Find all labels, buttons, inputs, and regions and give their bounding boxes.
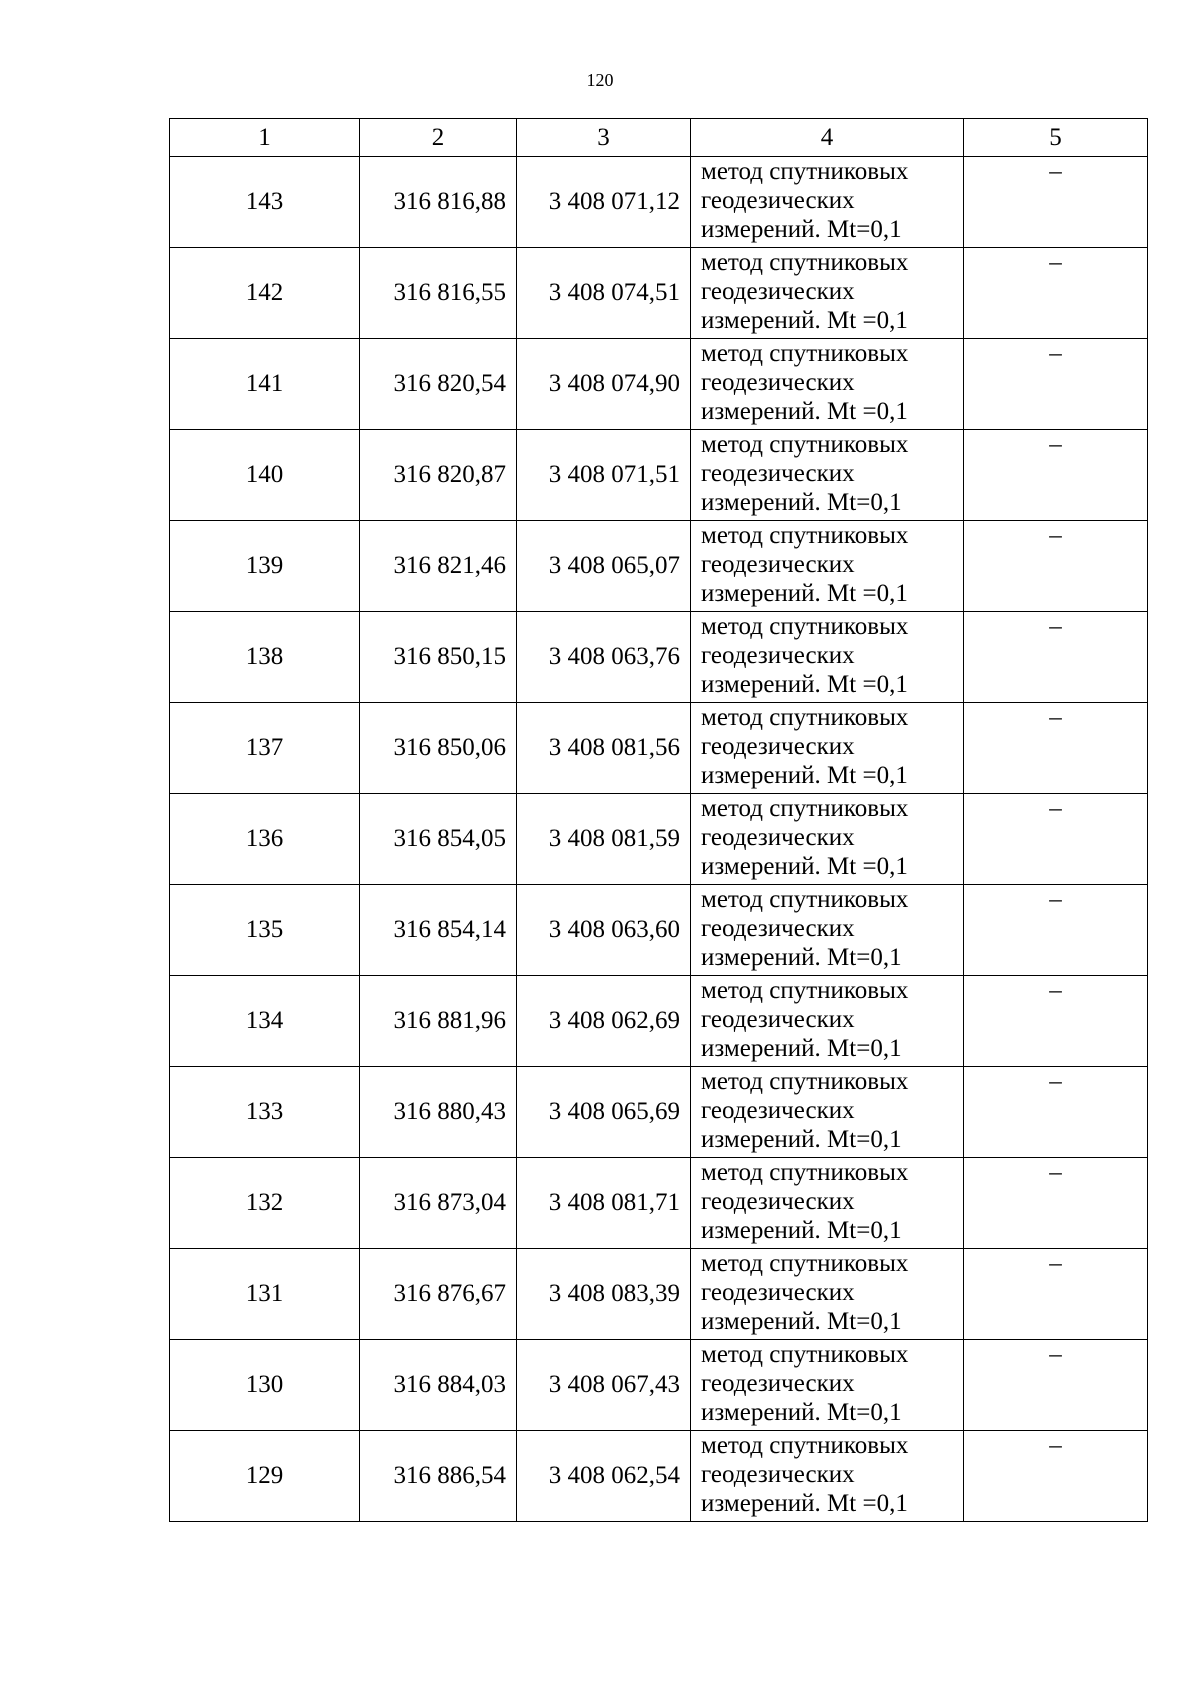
method-text-line: измерений. Mt =0,1 — [701, 398, 908, 425]
table-row — [170, 1158, 1148, 1249]
coordinate-x-cell: 316 816,55 — [360, 248, 517, 339]
method-text-line: метод спутниковых — [701, 522, 909, 549]
column-5-cell: – — [964, 1249, 1148, 1340]
method-text-line: измерений. Mt =0,1 — [701, 307, 908, 334]
coordinate-y-cell: 3 408 081,56 — [517, 703, 691, 794]
method-cell — [691, 1067, 964, 1158]
method-text-line: метод спутниковых — [701, 1068, 909, 1095]
method-text-line: геодезических — [701, 1279, 855, 1306]
table-row — [170, 1067, 1148, 1158]
coordinate-y-cell: 3 408 063,60 — [517, 885, 691, 976]
coordinate-x-cell: 316 886,54 — [360, 1431, 517, 1522]
coordinates-table — [169, 118, 1148, 1522]
table-row — [170, 248, 1148, 339]
column-header-2: 2 — [360, 119, 517, 157]
method-text-line: геодезических — [701, 824, 855, 851]
method-text-line: метод спутниковых — [701, 1432, 909, 1459]
coordinate-x-cell: 316 876,67 — [360, 1249, 517, 1340]
method-cell — [691, 612, 964, 703]
coordinate-y-cell: 3 408 081,71 — [517, 1158, 691, 1249]
coordinate-y-cell: 3 408 063,76 — [517, 612, 691, 703]
coordinate-y-cell: 3 408 067,43 — [517, 1340, 691, 1431]
point-number-cell: 136 — [170, 794, 360, 885]
table-row — [170, 1249, 1148, 1340]
method-text-line: геодезических — [701, 278, 855, 305]
method-text-line: геодезических — [701, 460, 855, 487]
table-row — [170, 976, 1148, 1067]
table-row — [170, 703, 1148, 794]
method-cell — [691, 976, 964, 1067]
method-text-line: метод спутниковых — [701, 704, 909, 731]
column-5-cell: – — [964, 157, 1148, 248]
coordinate-y-cell: 3 408 071,12 — [517, 157, 691, 248]
coordinate-y-cell: 3 408 081,59 — [517, 794, 691, 885]
column-5-cell: – — [964, 1340, 1148, 1431]
table-row — [170, 794, 1148, 885]
coordinate-y-cell: 3 408 065,07 — [517, 521, 691, 612]
table-row — [170, 339, 1148, 430]
column-5-cell: – — [964, 1158, 1148, 1249]
table-row — [170, 1431, 1148, 1522]
method-text-line: измерений. Mt =0,1 — [701, 762, 908, 789]
column-5-cell: – — [964, 339, 1148, 430]
method-text-line: метод спутниковых — [701, 431, 909, 458]
column-5-cell: – — [964, 794, 1148, 885]
point-number-cell: 129 — [170, 1431, 360, 1522]
method-text-line: измерений. Mt =0,1 — [701, 671, 908, 698]
table-header-row — [170, 119, 1148, 157]
method-cell — [691, 430, 964, 521]
point-number-cell: 135 — [170, 885, 360, 976]
coordinate-x-cell: 316 821,46 — [360, 521, 517, 612]
column-5-cell: – — [964, 612, 1148, 703]
column-header-1: 1 — [170, 119, 360, 157]
column-header-4: 4 — [691, 119, 964, 157]
table-row — [170, 157, 1148, 248]
point-number-cell: 130 — [170, 1340, 360, 1431]
point-number-cell: 139 — [170, 521, 360, 612]
point-number-cell: 142 — [170, 248, 360, 339]
method-text-line: метод спутниковых — [701, 977, 909, 1004]
method-text-line: метод спутниковых — [701, 886, 909, 913]
method-cell — [691, 157, 964, 248]
method-text-line: метод спутниковых — [701, 1159, 909, 1186]
coordinate-x-cell: 316 854,05 — [360, 794, 517, 885]
column-header-5: 5 — [964, 119, 1148, 157]
coordinate-x-cell: 316 850,15 — [360, 612, 517, 703]
method-text-line: геодезических — [701, 642, 855, 669]
point-number-cell: 131 — [170, 1249, 360, 1340]
method-text-line: измерений. Mt =0,1 — [701, 580, 908, 607]
column-5-cell: – — [964, 1431, 1148, 1522]
coordinate-x-cell: 316 881,96 — [360, 976, 517, 1067]
column-5-cell: – — [964, 1067, 1148, 1158]
method-text-line: измерений. Mt=0,1 — [701, 1399, 902, 1426]
method-cell — [691, 1340, 964, 1431]
method-text-line: геодезических — [701, 1006, 855, 1033]
coordinate-y-cell: 3 408 062,69 — [517, 976, 691, 1067]
coordinate-x-cell: 316 850,06 — [360, 703, 517, 794]
method-text-line: измерений. Mt=0,1 — [701, 1126, 902, 1153]
method-text-line: геодезических — [701, 1188, 855, 1215]
column-5-cell: – — [964, 430, 1148, 521]
method-text-line: метод спутниковых — [701, 1250, 909, 1277]
method-cell — [691, 1431, 964, 1522]
method-text-line: измерений. Mt=0,1 — [701, 1035, 902, 1062]
coordinate-y-cell: 3 408 074,51 — [517, 248, 691, 339]
point-number-cell: 143 — [170, 157, 360, 248]
column-5-cell: – — [964, 703, 1148, 794]
method-cell — [691, 521, 964, 612]
table-row — [170, 430, 1148, 521]
point-number-cell: 134 — [170, 976, 360, 1067]
method-text-line: измерений. Mt=0,1 — [701, 944, 902, 971]
coordinate-y-cell: 3 408 083,39 — [517, 1249, 691, 1340]
table-row — [170, 612, 1148, 703]
method-text-line: метод спутниковых — [701, 158, 909, 185]
coordinate-x-cell: 316 880,43 — [360, 1067, 517, 1158]
method-cell — [691, 1158, 964, 1249]
coordinate-x-cell: 316 816,88 — [360, 157, 517, 248]
method-text-line: геодезических — [701, 551, 855, 578]
point-number-cell: 141 — [170, 339, 360, 430]
method-text-line: метод спутниковых — [701, 1341, 909, 1368]
method-text-line: метод спутниковых — [701, 795, 909, 822]
method-text-line: метод спутниковых — [701, 249, 909, 276]
method-cell — [691, 1249, 964, 1340]
table-body — [170, 157, 1148, 1522]
method-text-line: метод спутниковых — [701, 340, 909, 367]
method-text-line: измерений. Mt=0,1 — [701, 1217, 902, 1244]
coordinate-y-cell: 3 408 074,90 — [517, 339, 691, 430]
table-row — [170, 885, 1148, 976]
table-row — [170, 1340, 1148, 1431]
method-text-line: измерений. Mt =0,1 — [701, 1490, 908, 1517]
method-cell — [691, 703, 964, 794]
coordinate-x-cell: 316 820,54 — [360, 339, 517, 430]
point-number-cell: 133 — [170, 1067, 360, 1158]
method-cell — [691, 248, 964, 339]
point-number-cell: 138 — [170, 612, 360, 703]
coordinate-x-cell: 316 873,04 — [360, 1158, 517, 1249]
coordinate-y-cell: 3 408 071,51 — [517, 430, 691, 521]
point-number-cell: 137 — [170, 703, 360, 794]
method-text-line: измерений. Mt=0,1 — [701, 489, 902, 516]
method-cell — [691, 339, 964, 430]
method-text-line: геодезических — [701, 915, 855, 942]
page-number: 120 — [586, 70, 614, 90]
column-5-cell: – — [964, 885, 1148, 976]
method-text-line: измерений. Mt=0,1 — [701, 1308, 902, 1335]
method-cell — [691, 885, 964, 976]
column-5-cell: – — [964, 521, 1148, 612]
method-text-line: геодезических — [701, 1461, 855, 1488]
column-5-cell: – — [964, 248, 1148, 339]
method-text-line: геодезических — [701, 733, 855, 760]
method-text-line: измерений. Mt =0,1 — [701, 853, 908, 880]
method-text-line: геодезических — [701, 369, 855, 396]
column-5-cell: – — [964, 976, 1148, 1067]
method-text-line: геодезических — [701, 187, 855, 214]
method-cell — [691, 794, 964, 885]
method-text-line: метод спутниковых — [701, 613, 909, 640]
method-text-line: геодезических — [701, 1370, 855, 1397]
method-text-line: геодезических — [701, 1097, 855, 1124]
coordinate-x-cell: 316 854,14 — [360, 885, 517, 976]
coordinate-x-cell: 316 820,87 — [360, 430, 517, 521]
table-row — [170, 521, 1148, 612]
coordinate-y-cell: 3 408 062,54 — [517, 1431, 691, 1522]
point-number-cell: 132 — [170, 1158, 360, 1249]
point-number-cell: 140 — [170, 430, 360, 521]
column-header-3: 3 — [517, 119, 691, 157]
coordinate-y-cell: 3 408 065,69 — [517, 1067, 691, 1158]
method-text-line: измерений. Mt=0,1 — [701, 216, 902, 243]
coordinate-x-cell: 316 884,03 — [360, 1340, 517, 1431]
